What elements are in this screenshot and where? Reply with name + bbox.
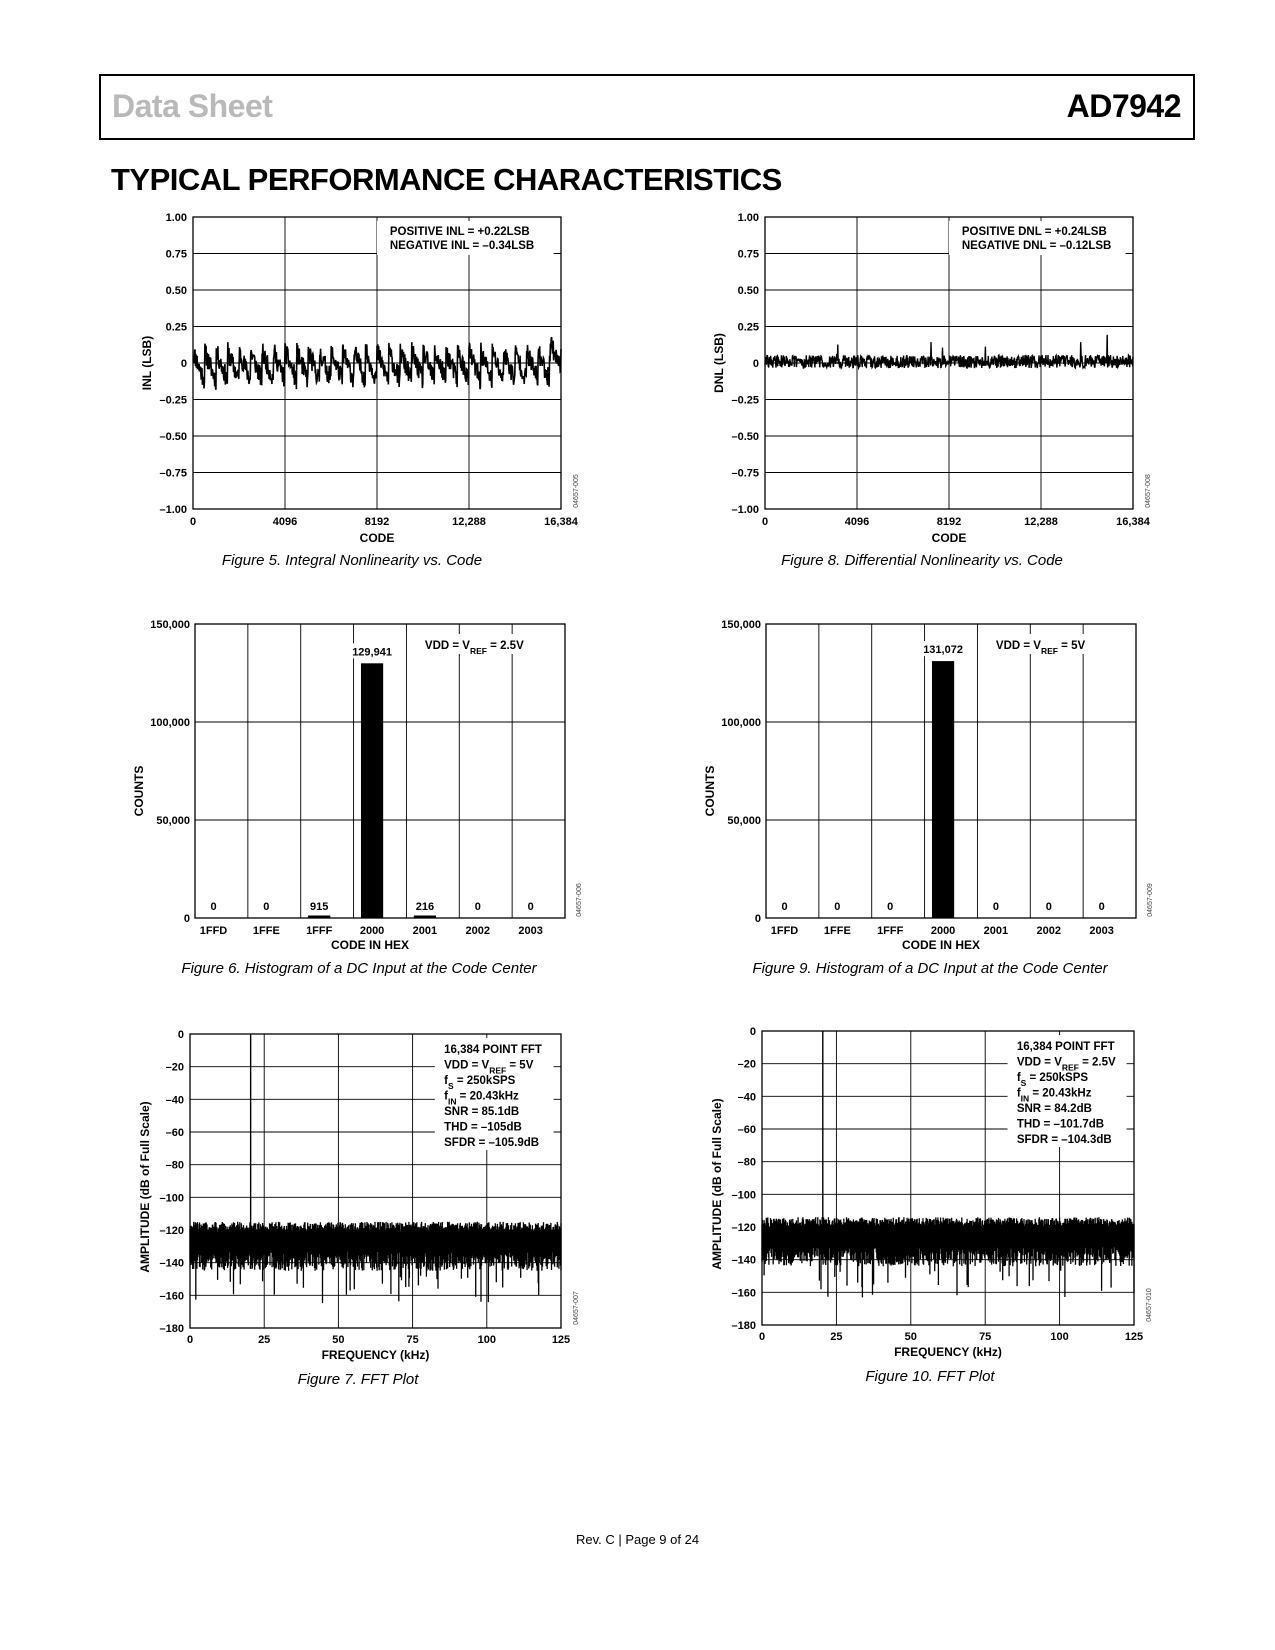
y-tick-label: –160 xyxy=(159,1290,184,1303)
fft-annotation-line: VDD = $V_{REF} = 2.5V$ xyxy=(1016,1056,1116,1073)
x-tick-label: 16,384 xyxy=(544,516,578,528)
x-tick-label: 50 xyxy=(332,1334,345,1346)
x-tick-label: 1FFD xyxy=(770,925,799,937)
x-tick-label: 12,288 xyxy=(1024,516,1058,528)
annotation-vdd-vref: VDD = $V_{REF} = 2.5V$ xyxy=(424,640,524,656)
y-tick-label: 0 xyxy=(754,913,761,925)
y-tick-label: 100,000 xyxy=(150,717,190,729)
annotation-line: POSITIVE DNL = +0.24LSB xyxy=(961,226,1107,238)
fft-annotation-line: 16,384 POINT FFT xyxy=(1016,1041,1115,1053)
y-tick-label: 0 xyxy=(183,913,190,925)
noise-floor-trace xyxy=(762,1217,1134,1297)
x-tick-label: 0 xyxy=(189,516,197,528)
fft-annotation-line: $f_S$ = 250kSPS xyxy=(1016,1072,1089,1088)
annotation-line: NEGATIVE DNL = –0.12LSB xyxy=(961,240,1112,252)
bar-value-label: 0 xyxy=(1045,901,1052,913)
bar-value-label: 129,941 xyxy=(352,646,392,659)
y-tick-label: –0.50 xyxy=(731,431,759,443)
fft-annotation-line: $f_{IN} = 20.43kHz$ xyxy=(1016,1087,1092,1104)
y-axis-label: DNL (LSB) xyxy=(712,333,726,393)
bar-value-label: 0 xyxy=(474,901,481,913)
x-tick-label: 2000 xyxy=(359,925,385,937)
bar-value-label: 0 xyxy=(527,901,534,913)
y-tick-label: –80 xyxy=(165,1159,184,1172)
bar-value-label: 0 xyxy=(781,901,788,913)
y-tick-label: 150,000 xyxy=(721,619,761,631)
bar-value-label: 915 xyxy=(310,901,329,913)
y-tick-label: –80 xyxy=(737,1156,756,1169)
fft-annotation-line: THD = –101.7dB xyxy=(1016,1118,1105,1131)
y-tick-label: 1.00 xyxy=(165,212,187,224)
x-axis-label: CODE IN HEX xyxy=(330,938,410,952)
y-tick-label: 100,000 xyxy=(721,717,761,729)
y-tick-label: –0.25 xyxy=(731,394,759,407)
x-tick-label: 0 xyxy=(758,1331,766,1343)
y-tick-label: –0.75 xyxy=(731,467,759,480)
figure-id: 04657-007 xyxy=(573,1291,580,1325)
y-tick-label: 0.75 xyxy=(165,248,187,261)
figure-7-caption: Figure 7. FFT Plot xyxy=(297,1371,419,1388)
figure-5-caption: Figure 5. Integral Nonlinearity vs. Code xyxy=(221,552,483,569)
header-part-number: AD7942 xyxy=(1066,88,1181,124)
annotation-vdd-vref: VDD = $V_{REF} = 5V$ xyxy=(995,640,1086,656)
figure-id: 04657-009 xyxy=(1147,883,1154,917)
y-tick-label: 1.00 xyxy=(737,212,759,224)
y-tick-label: –60 xyxy=(737,1124,756,1136)
fft-annotation-line: SFDR = –105.9dB xyxy=(444,1137,540,1149)
x-tick-label: 0 xyxy=(186,1334,194,1346)
y-tick-label: –180 xyxy=(731,1320,756,1332)
fft-annotation-line: SFDR = –104.3dB xyxy=(1016,1134,1112,1146)
y-axis-label: COUNTS xyxy=(132,765,146,817)
x-tick-label: 25 xyxy=(830,1331,843,1343)
figure-9-caption: Figure 9. Histogram of a DC Input at the Code Center xyxy=(752,960,1108,977)
x-tick-label: 2003 xyxy=(1089,925,1114,937)
y-tick-label: –120 xyxy=(159,1225,184,1237)
fft-annotation-line: VDD = $V_{REF} = 5V$ xyxy=(444,1059,534,1076)
x-tick-label: 1FFE xyxy=(252,925,280,937)
y-tick-label: 0.50 xyxy=(737,285,759,297)
x-tick-label: 1FFF xyxy=(306,925,333,937)
y-tick-label: 0.25 xyxy=(165,321,187,334)
x-tick-label: 25 xyxy=(258,1334,271,1346)
y-tick-label: 50,000 xyxy=(156,815,190,827)
x-tick-label: 1FFD xyxy=(199,925,228,937)
fft-annotation-line: 16,384 POINT FFT xyxy=(444,1044,542,1056)
bar-value-label: 0 xyxy=(887,901,894,913)
y-axis-label: INL (LSB) xyxy=(140,335,154,391)
fft-annotation-line: $f_S$ = 250kSPS xyxy=(444,1075,516,1091)
x-tick-label: 2002 xyxy=(1036,925,1062,937)
figure-10-caption: Figure 10. FFT Plot xyxy=(865,1368,995,1385)
x-tick-label: 1FFE xyxy=(823,925,851,937)
y-tick-label: –40 xyxy=(737,1091,756,1104)
section-title: TYPICAL PERFORMANCE CHARACTERISTICS xyxy=(111,162,782,197)
y-tick-label: 0 xyxy=(749,1026,756,1038)
y-tick-label: –180 xyxy=(159,1323,184,1335)
x-tick-label: 8192 xyxy=(936,516,962,528)
x-tick-label: 8192 xyxy=(364,516,390,528)
x-tick-label: 2002 xyxy=(465,925,491,937)
fft-annotation-line: THD = –105dB xyxy=(444,1121,522,1134)
y-axis-label: AMPLITUDE (dB of Full Scale) xyxy=(710,1098,724,1270)
fft-annotation-line: SNR = 84.2dB xyxy=(1016,1103,1092,1115)
x-axis-label: FREQUENCY (kHz) xyxy=(321,1348,430,1362)
y-tick-label: –60 xyxy=(165,1127,184,1139)
y-tick-label: –100 xyxy=(159,1192,184,1205)
y-tick-label: 0 xyxy=(180,358,187,370)
y-tick-label: –140 xyxy=(159,1257,184,1270)
y-tick-label: 150,000 xyxy=(150,619,190,631)
y-tick-label: –20 xyxy=(165,1061,184,1074)
figure-id: 04657-010 xyxy=(1146,1288,1153,1322)
figure-6-caption: Figure 6. Histogram of a DC Input at the Code Center xyxy=(181,960,537,977)
x-tick-label: 2001 xyxy=(983,925,1009,937)
x-tick-label: 75 xyxy=(979,1331,992,1343)
x-tick-label: 100 xyxy=(477,1334,496,1346)
y-tick-label: –20 xyxy=(737,1058,756,1071)
bar-value-label: 0 xyxy=(834,901,841,913)
x-tick-label: 2000 xyxy=(930,925,956,937)
figure-8-caption: Figure 8. Differential Nonlinearity vs. Code xyxy=(781,552,1063,569)
x-tick-label: 100 xyxy=(1050,1331,1069,1343)
figure-id: 04657-005 xyxy=(573,474,580,508)
x-axis-label: FREQUENCY (kHz) xyxy=(894,1345,1002,1359)
y-tick-label: 0 xyxy=(177,1029,184,1041)
x-tick-label: 50 xyxy=(904,1331,917,1343)
annotation-line: POSITIVE INL = +0.22LSB xyxy=(389,226,530,238)
y-axis-label: COUNTS xyxy=(703,765,717,817)
bar-value-label: 131,072 xyxy=(923,644,963,657)
bar-value-label: 0 xyxy=(210,901,217,913)
bar-value-label: 0 xyxy=(1098,901,1105,913)
y-tick-label: 50,000 xyxy=(727,815,761,827)
x-axis-label: CODE xyxy=(359,531,395,545)
x-axis-label: CODE IN HEX xyxy=(901,938,981,952)
y-tick-label: –0.50 xyxy=(159,431,187,443)
x-tick-label: 12,288 xyxy=(452,516,486,528)
y-tick-label: –0.25 xyxy=(159,394,187,407)
y-tick-label: –120 xyxy=(731,1222,756,1234)
y-tick-label: 0.25 xyxy=(737,321,759,334)
y-tick-label: –1.00 xyxy=(731,504,759,516)
fft-annotation-line: $f_{IN} = 20.43kHz$ xyxy=(444,1090,519,1107)
fft-annotation-line: SNR = 85.1dB xyxy=(444,1106,520,1118)
x-tick-label: 16,384 xyxy=(1116,516,1150,528)
figure-id: 04657-008 xyxy=(1145,474,1152,508)
x-tick-label: 2003 xyxy=(518,925,543,937)
x-tick-label: 2001 xyxy=(412,925,438,937)
header-doc-type: Data Sheet xyxy=(112,88,273,124)
x-tick-label: 75 xyxy=(406,1334,419,1346)
x-tick-label: 0 xyxy=(761,516,769,528)
y-tick-label: 0.50 xyxy=(165,285,187,297)
x-tick-label: 125 xyxy=(1124,1331,1144,1343)
bar-value-label: 0 xyxy=(263,901,270,913)
y-tick-label: –40 xyxy=(165,1094,184,1107)
y-tick-label: –1.00 xyxy=(159,504,187,516)
y-tick-label: 0 xyxy=(752,358,759,370)
y-tick-label: 0.75 xyxy=(737,248,759,261)
bar-value-label: 0 xyxy=(992,901,999,913)
page-footer: Rev. C | Page 9 of 24 xyxy=(575,1532,700,1547)
x-tick-label: 1FFF xyxy=(877,925,904,937)
y-tick-label: –0.75 xyxy=(159,467,187,480)
x-tick-label: 125 xyxy=(551,1334,571,1346)
x-axis-label: CODE xyxy=(931,531,967,545)
y-axis-label: AMPLITUDE (dB of Full Scale) xyxy=(138,1101,152,1273)
annotation-line: NEGATIVE INL = –0.34LSB xyxy=(389,240,535,252)
y-tick-label: –100 xyxy=(731,1189,756,1202)
y-tick-label: –160 xyxy=(731,1287,756,1300)
y-tick-label: –140 xyxy=(731,1254,756,1267)
figure-id: 04657-006 xyxy=(576,883,583,917)
bar-value-label: 216 xyxy=(415,901,435,913)
x-tick-label: 4096 xyxy=(844,516,870,528)
x-tick-label: 4096 xyxy=(272,516,298,528)
